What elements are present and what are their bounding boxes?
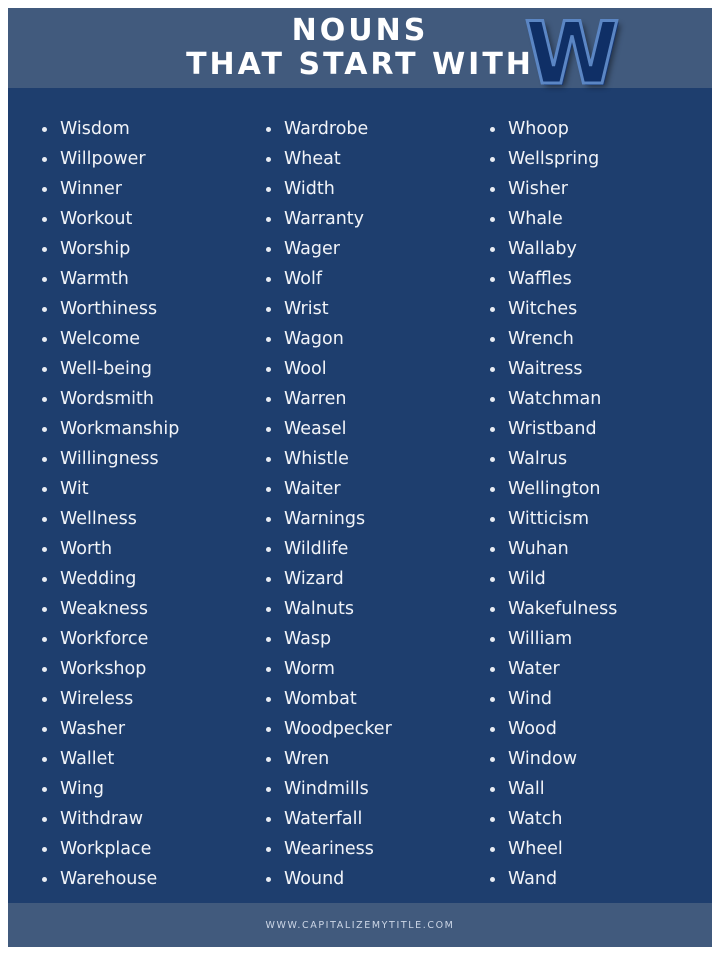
list-item: Waiter <box>262 474 472 504</box>
poster-body <box>8 8 712 947</box>
list-item: Warehouse <box>38 864 248 894</box>
list-item: Wallet <box>38 744 248 774</box>
letter-badge <box>510 8 630 104</box>
title-line-1: NOUNS <box>291 13 429 48</box>
list-item: Workshop <box>38 654 248 684</box>
list-item: Waffles <box>486 264 696 294</box>
list-item: Worship <box>38 234 248 264</box>
list-item: Wisdom <box>38 114 248 144</box>
list-item: Witticism <box>486 504 696 534</box>
poster-footer <box>8 903 712 947</box>
list-item: Well-being <box>38 354 248 384</box>
list-item: Water <box>486 654 696 684</box>
list-item: Wildlife <box>262 534 472 564</box>
list-item: Width <box>262 174 472 204</box>
list-item: Wren <box>262 744 472 774</box>
list-item: Wing <box>38 774 248 804</box>
list-item: Willingness <box>38 444 248 474</box>
list-item: Wheel <box>486 834 696 864</box>
list-item: Waterfall <box>262 804 472 834</box>
footer-url: WWW.CAPITALIZEMYTITLE.COM <box>265 919 455 931</box>
word-column-3 <box>472 114 696 894</box>
list-item: Wood <box>486 714 696 744</box>
list-item: Welcome <box>38 324 248 354</box>
list-item: Wager <box>262 234 472 264</box>
list-item: Worthiness <box>38 294 248 324</box>
list-item: Wisher <box>486 174 696 204</box>
list-item: Warren <box>262 384 472 414</box>
list-item: Woodpecker <box>262 714 472 744</box>
list-item: Worm <box>262 654 472 684</box>
list-item: Walrus <box>486 444 696 474</box>
list-item: Warnings <box>262 504 472 534</box>
list-item: Wool <box>262 354 472 384</box>
list-item: Wild <box>486 564 696 594</box>
letter-glyph: W <box>524 8 616 104</box>
list-item: Wheat <box>262 144 472 174</box>
list-item: Whale <box>486 204 696 234</box>
list-item: Wall <box>486 774 696 804</box>
word-list-2 <box>262 114 472 894</box>
list-item: Waitress <box>486 354 696 384</box>
list-item: Windmills <box>262 774 472 804</box>
list-item: Winner <box>38 174 248 204</box>
list-item: Wellington <box>486 474 696 504</box>
list-item: Wuhan <box>486 534 696 564</box>
poster-header <box>8 8 712 104</box>
list-item: Wit <box>38 474 248 504</box>
list-item: Wellspring <box>486 144 696 174</box>
list-item: Warranty <box>262 204 472 234</box>
list-item: Whistle <box>262 444 472 474</box>
list-item: Weakness <box>38 594 248 624</box>
list-item: Watch <box>486 804 696 834</box>
list-item: Wardrobe <box>262 114 472 144</box>
list-item: Walnuts <box>262 594 472 624</box>
list-item: Wolf <box>262 264 472 294</box>
list-item: Wrench <box>486 324 696 354</box>
list-item: Wrist <box>262 294 472 324</box>
list-item: Washer <box>38 714 248 744</box>
list-item: Weariness <box>262 834 472 864</box>
title-line-2: THAT START WITH <box>186 47 534 82</box>
list-item: Wind <box>486 684 696 714</box>
list-item: Warmth <box>38 264 248 294</box>
list-item: Weasel <box>262 414 472 444</box>
list-item: Willpower <box>38 144 248 174</box>
word-column-1 <box>24 114 248 894</box>
list-item: Wakefulness <box>486 594 696 624</box>
list-item: Wombat <box>262 684 472 714</box>
list-item: Workout <box>38 204 248 234</box>
list-item: Wristband <box>486 414 696 444</box>
list-item: William <box>486 624 696 654</box>
list-item: Workforce <box>38 624 248 654</box>
list-item: Wellness <box>38 504 248 534</box>
list-item: Window <box>486 744 696 774</box>
word-list-1 <box>38 114 248 894</box>
list-item: Whoop <box>486 114 696 144</box>
word-column-2 <box>248 114 472 894</box>
list-item: Wand <box>486 864 696 894</box>
list-item: Wordsmith <box>38 384 248 414</box>
list-item: Wedding <box>38 564 248 594</box>
list-item: Witches <box>486 294 696 324</box>
list-item: Worth <box>38 534 248 564</box>
list-item: Wound <box>262 864 472 894</box>
list-item: Wasp <box>262 624 472 654</box>
list-item: Wallaby <box>486 234 696 264</box>
word-list-3 <box>486 114 696 894</box>
list-item: Wizard <box>262 564 472 594</box>
list-item: Withdraw <box>38 804 248 834</box>
list-item: Wireless <box>38 684 248 714</box>
word-columns <box>8 88 712 894</box>
list-item: Workplace <box>38 834 248 864</box>
list-item: Workmanship <box>38 414 248 444</box>
list-item: Watchman <box>486 384 696 414</box>
list-item: Wagon <box>262 324 472 354</box>
